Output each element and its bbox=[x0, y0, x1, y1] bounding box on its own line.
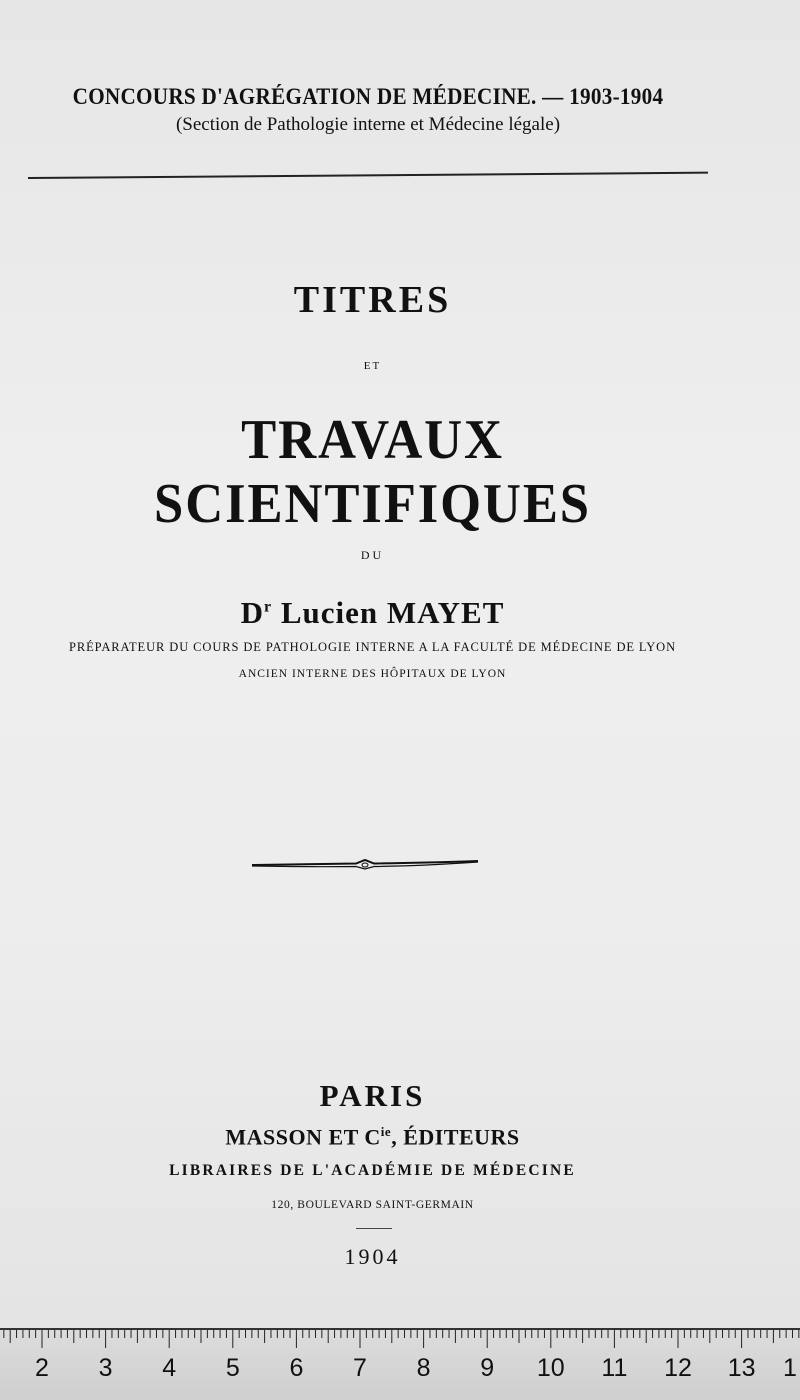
author-name bbox=[0, 595, 745, 631]
author-credential-1: PRÉPARATEUR DU COURS DE PATHOLOGIE INTERNE A LA FACULTÉ DE MÉDECINE DE LYON bbox=[68, 640, 676, 654]
header-rule bbox=[28, 172, 708, 179]
ruler-number: 2 bbox=[35, 1354, 49, 1382]
ruler-number: 4 bbox=[162, 1354, 177, 1382]
ruler-number: 6 bbox=[289, 1354, 304, 1382]
publisher-suffix: , ÉDITEURS bbox=[391, 1124, 520, 1150]
author-fullname: Lucien MAYET bbox=[280, 595, 505, 630]
ruler-number: 5 bbox=[225, 1354, 240, 1382]
title-connector: ET bbox=[363, 360, 382, 372]
title-du: DU bbox=[360, 548, 385, 562]
ruler-number: 3 bbox=[98, 1354, 113, 1382]
author-prefix-sup: r bbox=[263, 598, 273, 616]
year-rule bbox=[356, 1228, 392, 1229]
publisher-libraires: LIBRAIRES DE L'ACADÉMIE DE MÉDECINE bbox=[169, 1162, 576, 1179]
ruler-number: 10 bbox=[536, 1354, 565, 1382]
measuring-ruler bbox=[0, 1328, 800, 1400]
ruler-number: 9 bbox=[480, 1354, 495, 1382]
ornament-divider bbox=[250, 855, 480, 875]
publisher-sup: ie bbox=[380, 1124, 392, 1139]
publisher-address: 120, BOULEVARD SAINT-GERMAIN bbox=[271, 1199, 474, 1211]
ruler-ticks bbox=[0, 1330, 800, 1354]
publisher bbox=[0, 1124, 745, 1150]
ruler-number: 8 bbox=[416, 1354, 431, 1382]
publication-city: PARIS bbox=[319, 1078, 426, 1113]
ruler-number: 13 bbox=[727, 1354, 756, 1382]
publisher-main: MASSON ET C bbox=[225, 1124, 381, 1150]
title-line-2: TRAVAUX SCIENTIFIQUES bbox=[154, 409, 591, 535]
ruler-number: 11 bbox=[601, 1354, 628, 1382]
publication-year: 1904 bbox=[344, 1244, 401, 1269]
author-credential-2: ANCIEN INTERNE DES HÔPITAUX DE LYON bbox=[238, 668, 507, 680]
author-prefix: D bbox=[240, 595, 264, 630]
ruler-number: 7 bbox=[353, 1354, 367, 1382]
ruler-number: 12 bbox=[664, 1354, 692, 1382]
ruler-number: 1 bbox=[783, 1354, 797, 1382]
competition-title: CONCOURS D'AGRÉGATION DE MÉDECINE. — 1903-1904 bbox=[72, 84, 664, 109]
title-line-1: TITRES bbox=[293, 279, 452, 321]
page-header bbox=[30, 84, 706, 136]
competition-section: (Section de Pathologie interne et Médecine légale) bbox=[175, 114, 561, 135]
